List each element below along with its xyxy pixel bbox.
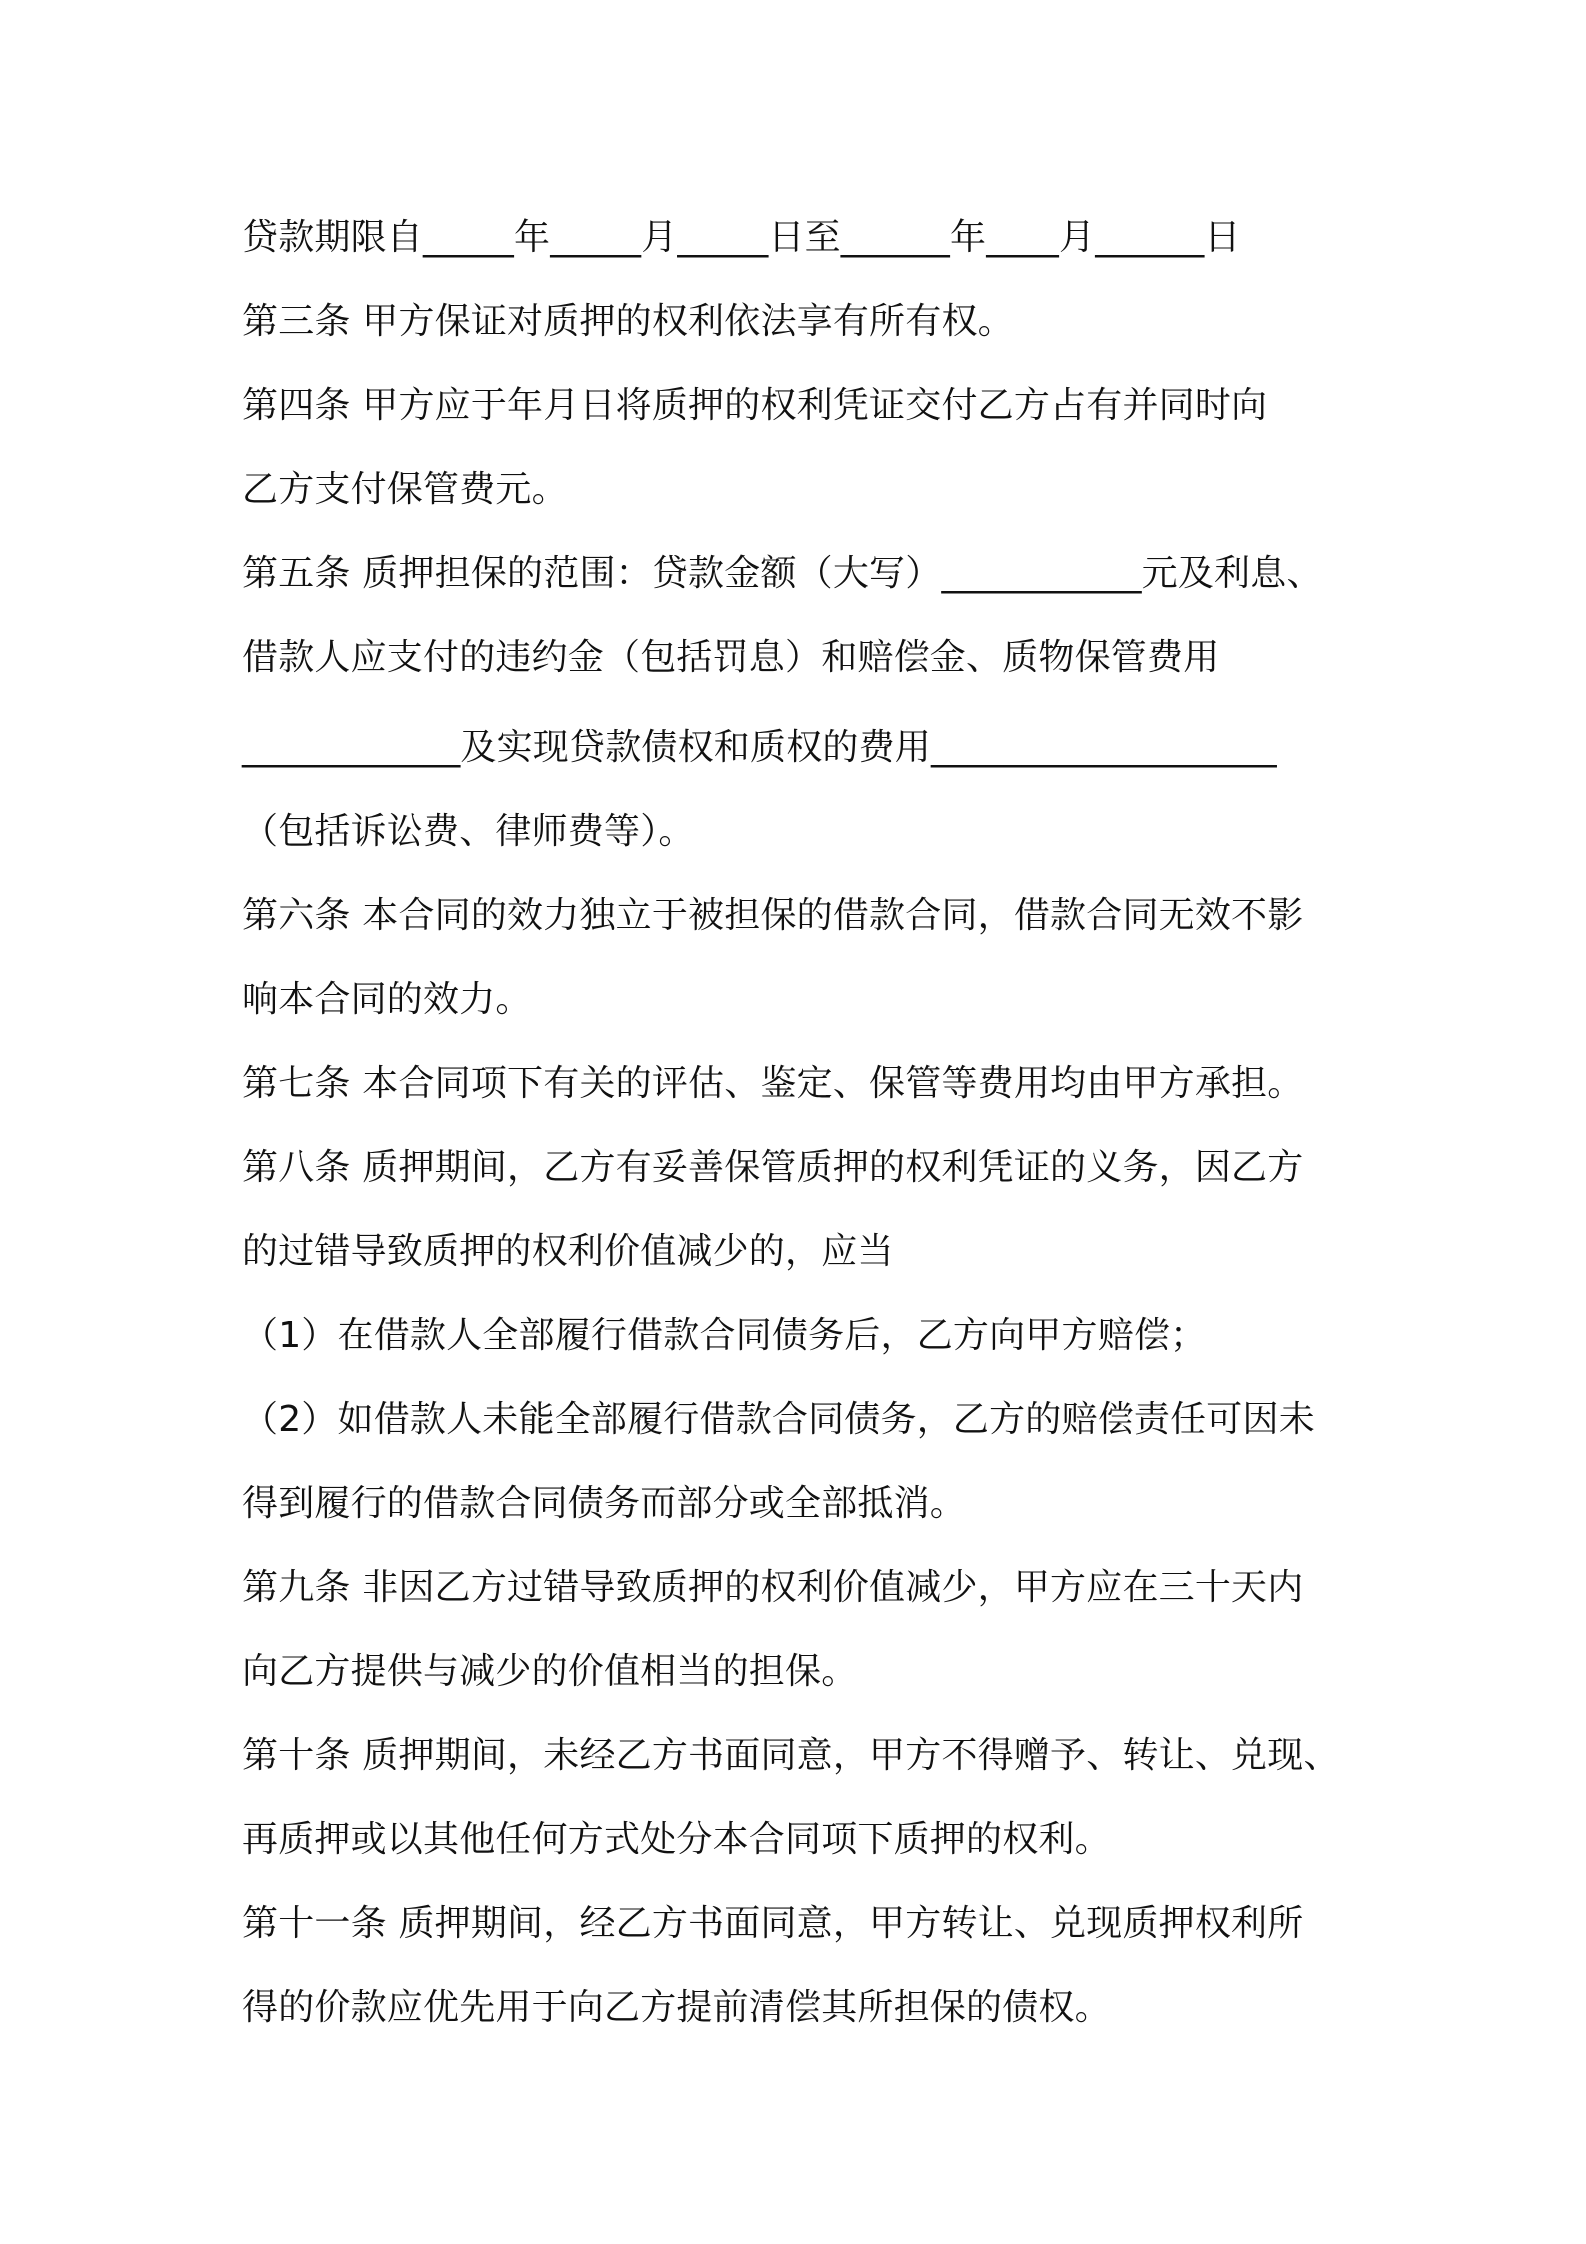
contract-body	[242, 196, 1372, 2050]
article-10-line-1: 第十条 质押期间，未经乙方书面同意，甲方不得赠予、转让、兑现、	[242, 1735, 1340, 1776]
article-8-line-2: 的过错导致质押的权利价值减少的，应当	[242, 1231, 894, 1272]
article-9-line-1: 第九条 非因乙方过错导致质押的权利价值减少，甲方应在三十天内	[242, 1567, 1304, 1608]
article-6-line-2: 响本合同的效力。	[242, 979, 532, 1020]
article-3-line: 第三条 甲方保证对质押的权利依法享有所有权。	[242, 301, 1014, 342]
article-11-line-1: 第十一条 质押期间，经乙方书面同意，甲方转让、兑现质押权利所	[242, 1903, 1304, 1944]
article-8-item-2-line-2: 得到履行的借款合同债务而部分或全部抵消。	[242, 1483, 967, 1524]
article-5-line-3: ____________及实现贷款债权和质权的费用___________________	[242, 727, 1277, 768]
article-5-line-2: 借款人应支付的违约金（包括罚息）和赔偿金、质物保管费用	[242, 637, 1220, 678]
article-8-item-2-line-1: （2）如借款人未能全部履行借款合同债务，乙方的赔偿责任可因未	[242, 1399, 1315, 1440]
article-6-line-1: 第六条 本合同的效力独立于被担保的借款合同，借款合同无效不影	[242, 895, 1304, 936]
article-10-line-2: 再质押或以其他任何方式处分本合同项下质押的权利。	[242, 1819, 1111, 1860]
article-5-line-4: （包括诉讼费、律师费等）。	[242, 811, 695, 852]
article-11-line-2: 得的价款应优先用于向乙方提前清偿其所担保的债权。	[242, 1987, 1111, 2028]
article-8-line-1: 第八条 质押期间，乙方有妥善保管质押的权利凭证的义务，因乙方	[242, 1147, 1304, 1188]
article-4-line-2: 乙方支付保管费元。	[242, 469, 568, 510]
article-5-line-1: 第五条 质押担保的范围：贷款金额（大写）___________元及利息、	[242, 553, 1323, 594]
article-7-line: 第七条 本合同项下有关的评估、鉴定、保管等费用均由甲方承担。	[242, 1063, 1304, 1104]
article-8-item-1: （1）在借款人全部履行借款合同债务后，乙方向甲方赔偿；	[242, 1315, 1207, 1356]
article-4-line-1: 第四条 甲方应于年月日将质押的权利凭证交付乙方占有并同时向	[242, 385, 1268, 426]
article-9-line-2: 向乙方提供与减少的价值相当的担保。	[242, 1651, 858, 1692]
loan-term-line: 贷款期限自_____年_____月_____日至______年____月______日	[242, 217, 1241, 258]
